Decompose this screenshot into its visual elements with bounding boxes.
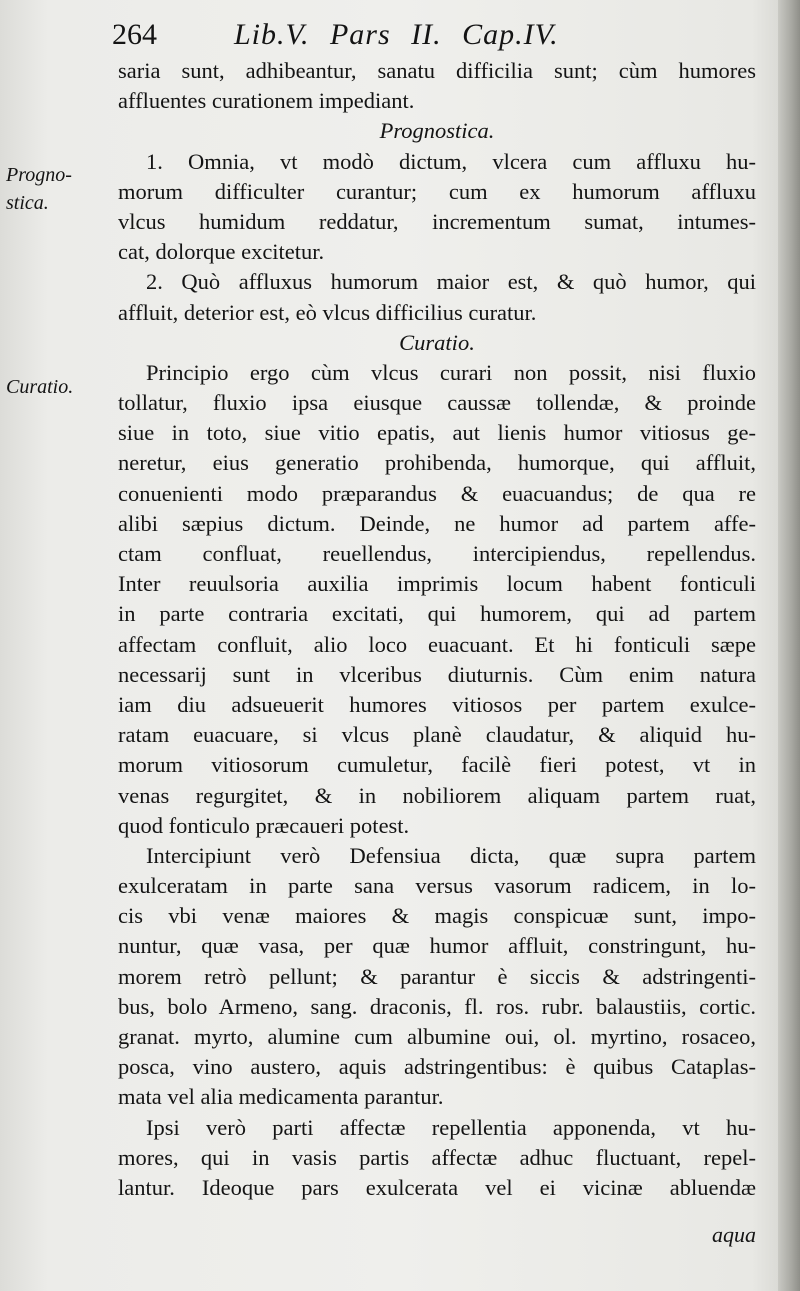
- running-header: [112, 18, 762, 58]
- text-line: morum vitiosorum cumuletur, facilè fieri potest, vt in: [118, 752, 756, 778]
- text-line: iam diu adsueuerit humores vitiosos per partem exulce-: [118, 691, 756, 717]
- section-heading: Curatio.: [399, 329, 475, 355]
- text-line: necessarij sunt in vlceribus diuturnis. Cùm enim natura: [118, 661, 756, 687]
- text-line: Ipsi verò parti affectæ repellentia apponenda, vt hu-: [146, 1114, 756, 1140]
- page-number: 264: [112, 18, 157, 51]
- text-line: mata vel alia medicamenta parantur.: [118, 1084, 444, 1110]
- text-line: neretur, eius generatio prohibenda, humorque, qui affluit,: [118, 450, 756, 476]
- text-line: quod fonticulo præcaueri potest.: [118, 812, 410, 838]
- text-line: affectam confluit, alio loco euacuant. Et hi fonticuli sæpe: [118, 631, 756, 657]
- text-line: tollatur, fluxio ipsa eiusque caussæ tollendæ, & proinde: [118, 390, 756, 416]
- text-line: posca, vino austero, aquis adstringentibus: è quibus Cataplas-: [118, 1054, 756, 1080]
- text-line: vlcus humidum reddatur, incrementum sumat, intumes-: [118, 208, 756, 234]
- catchword: aqua: [712, 1222, 756, 1247]
- text-line: bus, bolo Armeno, sang. draconis, fl. ros. rubr. balaustiis, cortic.: [118, 993, 756, 1019]
- margin-note-prognostica-1: Progno-: [6, 164, 72, 186]
- text-line: Inter reuulsoria auxilia imprimis locum habent fonticuli: [118, 571, 756, 597]
- text-line: 2. Quò affluxus humorum maior est, & quò humor, qui: [146, 269, 756, 295]
- text-line: affluentes curationem impediant.: [118, 88, 415, 114]
- text-line: Principio ergo cùm vlcus curari non possit, nisi fluxio: [146, 359, 756, 385]
- text-line: cis vbi venæ maiores & magis conspicuæ sunt, impo-: [118, 903, 756, 929]
- text-line: ctam confluat, reuellendus, intercipiendus, repellendus.: [118, 541, 756, 566]
- text-line: 1. Omnia, vt modò dictum, vlcera cum affluxu hu-: [146, 148, 756, 174]
- margin-note-prognostica-2: stica.: [6, 192, 49, 214]
- text-line: venas regurgitet, & in nobiliorem aliquam partem ruat,: [118, 782, 756, 808]
- text-line: lantur. Ideoque pars exulcerata vel ei vicinæ abluendæ: [118, 1174, 756, 1200]
- text-line: affluit, deterior est, eò vlcus difficilius curatur.: [118, 299, 537, 325]
- section-heading: Prognostica.: [379, 118, 495, 144]
- text-line: Intercipiunt verò Defensiua dicta, quæ supra partem: [146, 842, 756, 868]
- text-line: in parte contraria excitati, qui humorem, qui ad partem: [118, 601, 756, 627]
- text-line: ratam euacuare, si vlcus planè claudatur, & aliquid hu-: [118, 722, 756, 748]
- text-line: granat. myrto, alumine cum albumine oui, ol. myrtino, rosaceo,: [118, 1024, 756, 1049]
- text-line: alibi sæpius dictum. Deinde, ne humor ad partem affe-: [118, 510, 756, 536]
- text-line: mores, qui in vasis partis affectæ adhuc fluctuant, repel-: [118, 1144, 756, 1170]
- text-line: conuenienti modo præparandus & euacuandus; de qua re: [118, 480, 756, 506]
- text-line: exulceratam in parte sana versus vasorum radicem, in lo-: [118, 873, 756, 899]
- page-edge: [778, 0, 800, 1291]
- body-text: [118, 56, 756, 1203]
- margin-note-curatio: Curatio.: [6, 376, 74, 398]
- text-line: morum difficulter curantur; cum ex humorum affluxu: [118, 178, 756, 204]
- running-title: Lib.V. Pars II. Cap.IV.: [234, 18, 559, 51]
- text-line: morem retrò pellunt; & parantur è siccis & adstringenti-: [118, 963, 756, 989]
- text-line: cat, dolorque excitetur.: [118, 239, 325, 265]
- text-line: siue in toto, siue vitio epatis, aut lienis humor vitiosus ge-: [118, 420, 756, 446]
- text-line: nuntur, quæ vasa, per quæ humor affluit, constringunt, hu-: [118, 933, 756, 959]
- text-line: saria sunt, adhibeantur, sanatu difficilia sunt; cùm humores: [118, 58, 756, 83]
